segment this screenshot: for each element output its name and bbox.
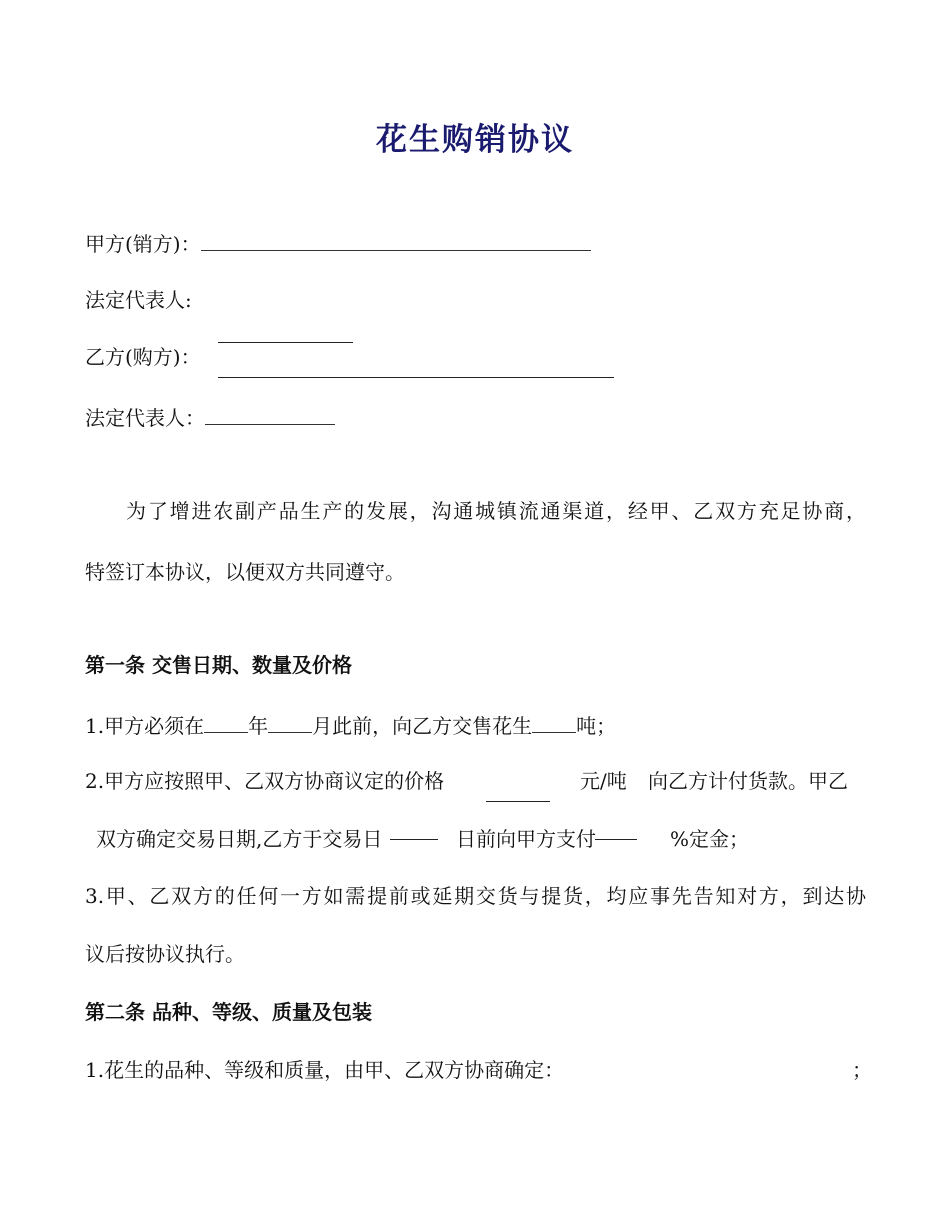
article-1-item-2-cont-a: 双方确定交易日期,乙方于交易日: [96, 827, 383, 851]
seller-blank[interactable]: [201, 228, 591, 251]
item-text: 月此前，向乙方交售花生: [312, 714, 533, 738]
article-1-item-2-c: 向乙方计付货款。甲乙: [648, 769, 848, 793]
item-text: 吨；: [576, 714, 617, 738]
seller-label: 甲方(销方)：: [85, 232, 201, 256]
buyer-rep-label: 法定代表人：: [85, 406, 205, 430]
seller-row: [85, 228, 591, 258]
article-1-item-2-cont-b: 日前向甲方支付: [456, 827, 596, 851]
article-1-heading: 第一条 交售日期、数量及价格: [85, 653, 352, 677]
month-blank[interactable]: [268, 710, 312, 733]
article-1-item-2-a: 2.甲方应按照甲、乙双方协商议定的价格: [85, 769, 445, 793]
article-1-item-2-b: 元/吨: [580, 769, 627, 793]
article-2-item-1-end: ；: [852, 1058, 872, 1082]
deposit-blank[interactable]: [595, 839, 637, 840]
article-2-item-1: 1.花生的品种、等级和质量，由甲、乙双方协商确定：: [85, 1058, 565, 1082]
item-text: 年: [248, 714, 269, 738]
article-2-heading: 第二条 品种、等级、质量及包装: [85, 1000, 372, 1024]
article-1-item-2-cont-c: %定金；: [670, 827, 750, 851]
tons-blank[interactable]: [532, 710, 576, 733]
price-blank[interactable]: [486, 801, 550, 802]
buyer-label: 乙方(购方)：: [85, 345, 201, 369]
intro-line-1: 为了增进农副产品生产的发展，沟通城镇流通渠道，经甲、乙双方充足协商，: [126, 499, 866, 523]
buyer-blank[interactable]: [218, 377, 614, 378]
seller-rep-label: 法定代表人:: [85, 288, 192, 312]
intro-line-2: 特签订本协议，以便双方共同遵守。: [85, 560, 405, 584]
document-title: 花生购销协议: [376, 122, 574, 158]
article-1-item-1: [85, 710, 616, 740]
item-text: 1.甲方必须在: [85, 714, 205, 738]
year-blank[interactable]: [204, 710, 248, 733]
article-1-item-3-line-2: 议后按协议执行。: [85, 942, 245, 966]
buyer-rep-row: [85, 402, 335, 432]
article-1-item-3-line-1: 3.甲、乙双方的任何一方如需提前或延期交货与提货，均应事先告知对方，到达协: [85, 884, 866, 908]
seller-rep-blank[interactable]: [218, 342, 353, 343]
buyer-rep-blank[interactable]: [205, 402, 335, 425]
days-blank[interactable]: [390, 839, 438, 840]
